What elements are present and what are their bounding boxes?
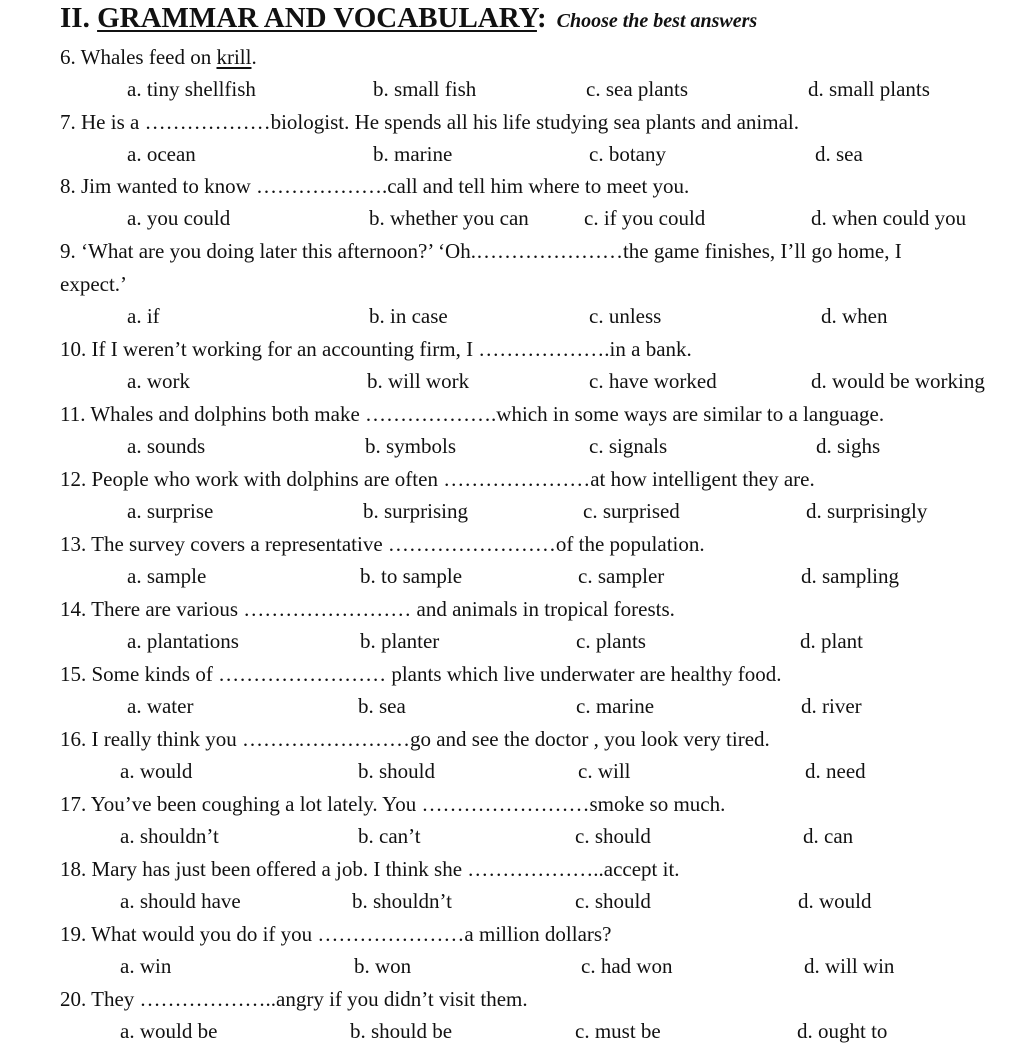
- section-instruction: Choose the best answers: [556, 10, 758, 32]
- question-6-stem: [60, 44, 257, 70]
- question-13-option-c[interactable]: c. sampler: [578, 564, 665, 588]
- question-15-option-c[interactable]: c. marine: [576, 694, 655, 718]
- question-14-option-c[interactable]: c. plants: [576, 629, 646, 653]
- question-12-option-c[interactable]: c. surprised: [583, 499, 680, 523]
- question-17-option-a[interactable]: a. shouldn’t: [120, 824, 219, 848]
- question-13-options: [0, 563, 1024, 589]
- question-12-option-b[interactable]: b. surprising: [363, 499, 468, 523]
- question-8-option-a[interactable]: a. you could: [127, 206, 231, 230]
- question-7-option-c[interactable]: c. botany: [589, 142, 666, 166]
- section-header: [60, 2, 757, 40]
- question-16-stem: 16. I really think you ……………………go and see the doctor , you look very tired.: [60, 727, 770, 751]
- question-6-option-d[interactable]: d. small plants: [808, 77, 930, 101]
- question-20-option-c[interactable]: c. must be: [575, 1019, 661, 1043]
- question-15-options: [0, 693, 1024, 719]
- question-7-stem: 7. He is a ………………biologist. He spends all his life studying sea plants and animal.: [60, 110, 799, 134]
- question-20-option-a[interactable]: a. would be: [120, 1019, 218, 1043]
- section-number: II.: [60, 2, 90, 34]
- question-9-option-c[interactable]: c. unless: [589, 304, 662, 328]
- question-9-stem-continued: expect.’: [60, 272, 128, 296]
- question-18-stem: 18. Mary has just been offered a job. I think she ………………..accept it.: [60, 857, 680, 881]
- question-20-stem: 20. They ………………..angry if you didn’t visit them.: [60, 987, 528, 1011]
- question-19-options: [0, 953, 1024, 979]
- question-11-options: [0, 433, 1024, 459]
- question-17-option-b[interactable]: b. can’t: [358, 824, 421, 848]
- question-16-option-d[interactable]: d. need: [805, 759, 866, 783]
- question-15-option-a[interactable]: a. water: [127, 694, 194, 718]
- question-14-option-b[interactable]: b. planter: [360, 629, 440, 653]
- question-12-options: [0, 498, 1024, 524]
- question-14-option-a[interactable]: a. plantations: [127, 629, 239, 653]
- question-12-stem: 12. People who work with dolphins are often …………………at how intelligent they are.: [60, 467, 815, 491]
- question-6-option-a[interactable]: a. tiny shellfish: [127, 77, 256, 101]
- question-18-option-a[interactable]: a. should have: [120, 889, 241, 913]
- question-10-option-d[interactable]: d. would be working: [811, 369, 985, 393]
- question-16-option-a[interactable]: a. would: [120, 759, 193, 783]
- question-20-options: [0, 1018, 1024, 1044]
- question-6-option-b[interactable]: b. small fish: [373, 77, 477, 101]
- section-title-text: GRAMMAR AND VOCABULARY: [97, 2, 537, 34]
- question-8-option-b[interactable]: b. whether you can: [369, 206, 529, 230]
- question-6-option-c[interactable]: c. sea plants: [586, 77, 689, 101]
- question-14-options: [0, 628, 1024, 654]
- question-18-option-c[interactable]: c. should: [575, 889, 651, 913]
- question-20-option-d[interactable]: d. ought to: [797, 1019, 888, 1043]
- question-19-option-b[interactable]: b. won: [354, 954, 412, 978]
- question-15-stem: 15. Some kinds of …………………… plants which live underwater are healthy food.: [60, 662, 782, 686]
- question-14-stem: 14. There are various …………………… and animals in tropical forests.: [60, 597, 675, 621]
- question-16-option-c[interactable]: c. will: [578, 759, 631, 783]
- question-12-option-a[interactable]: a. surprise: [127, 499, 214, 523]
- question-20-option-b[interactable]: b. should be: [350, 1019, 453, 1043]
- question-15-option-b[interactable]: b. sea: [358, 694, 406, 718]
- question-11-option-a[interactable]: a. sounds: [127, 434, 206, 458]
- question-17-stem: 17. You’ve been coughing a lot lately. You ……………………smoke so much.: [60, 792, 726, 816]
- question-6-stem-pre: 6. Whales feed on: [60, 45, 217, 69]
- question-13-option-a[interactable]: a. sample: [127, 564, 207, 588]
- question-9-option-d[interactable]: d. when: [821, 304, 888, 328]
- question-19-option-d[interactable]: d. will win: [804, 954, 895, 978]
- question-16-options: [0, 758, 1024, 784]
- question-9-option-a[interactable]: a. if: [127, 304, 160, 328]
- question-8-option-c[interactable]: c. if you could: [584, 206, 706, 230]
- question-6-stem-post: .: [251, 45, 257, 69]
- question-7-options: [0, 141, 1024, 167]
- question-8-option-d[interactable]: d. when could you: [811, 206, 967, 230]
- question-11-option-b[interactable]: b. symbols: [365, 434, 457, 458]
- question-10-option-a[interactable]: a. work: [127, 369, 190, 393]
- question-7-option-a[interactable]: a. ocean: [127, 142, 196, 166]
- question-8-stem: 8. Jim wanted to know ……………….call and tell him where to meet you.: [60, 174, 690, 198]
- question-18-option-d[interactable]: d. would: [798, 889, 872, 913]
- question-17-option-c[interactable]: c. should: [575, 824, 651, 848]
- question-9-options: [0, 303, 1024, 329]
- question-8-options: [0, 205, 1024, 231]
- question-7-option-b[interactable]: b. marine: [373, 142, 453, 166]
- section-colon: :: [536, 2, 547, 34]
- question-10-option-b[interactable]: b. will work: [367, 369, 470, 393]
- question-10-options: [0, 368, 1024, 394]
- question-11-option-c[interactable]: c. signals: [589, 434, 668, 458]
- question-10-stem: 10. If I weren’t working for an accounting firm, I ……………….in a bank.: [60, 337, 692, 361]
- question-19-option-a[interactable]: a. win: [120, 954, 172, 978]
- question-19-option-c[interactable]: c. had won: [581, 954, 673, 978]
- question-12-option-d[interactable]: d. surprisingly: [806, 499, 928, 523]
- question-9-option-b[interactable]: b. in case: [369, 304, 448, 328]
- section-title: [60, 2, 547, 34]
- question-13-option-b[interactable]: b. to sample: [360, 564, 463, 588]
- question-15-option-d[interactable]: d. river: [801, 694, 862, 718]
- question-13-option-d[interactable]: d. sampling: [801, 564, 899, 588]
- question-16-option-b[interactable]: b. should: [358, 759, 436, 783]
- question-6-keyword: krill: [216, 45, 252, 69]
- question-10-option-c[interactable]: c. have worked: [589, 369, 717, 393]
- question-7-option-d[interactable]: d. sea: [815, 142, 863, 166]
- question-19-stem: 19. What would you do if you …………………a million dollars?: [60, 922, 612, 946]
- question-11-option-d[interactable]: d. sighs: [816, 434, 881, 458]
- question-18-options: [0, 888, 1024, 914]
- question-18-option-b[interactable]: b. shouldn’t: [352, 889, 452, 913]
- question-17-option-d[interactable]: d. can: [803, 824, 854, 848]
- question-17-options: [0, 823, 1024, 849]
- question-9-stem: 9. ‘What are you doing later this afternoon?’ ‘Oh.…………………the game finishes, I’ll go home, I: [60, 239, 902, 263]
- question-13-stem: 13. The survey covers a representative ……………………of the population.: [60, 532, 705, 556]
- question-6-options: [0, 76, 1024, 102]
- question-14-option-d[interactable]: d. plant: [800, 629, 863, 653]
- question-11-stem: 11. Whales and dolphins both make ……………….which in some ways are similar to a language.: [60, 402, 885, 426]
